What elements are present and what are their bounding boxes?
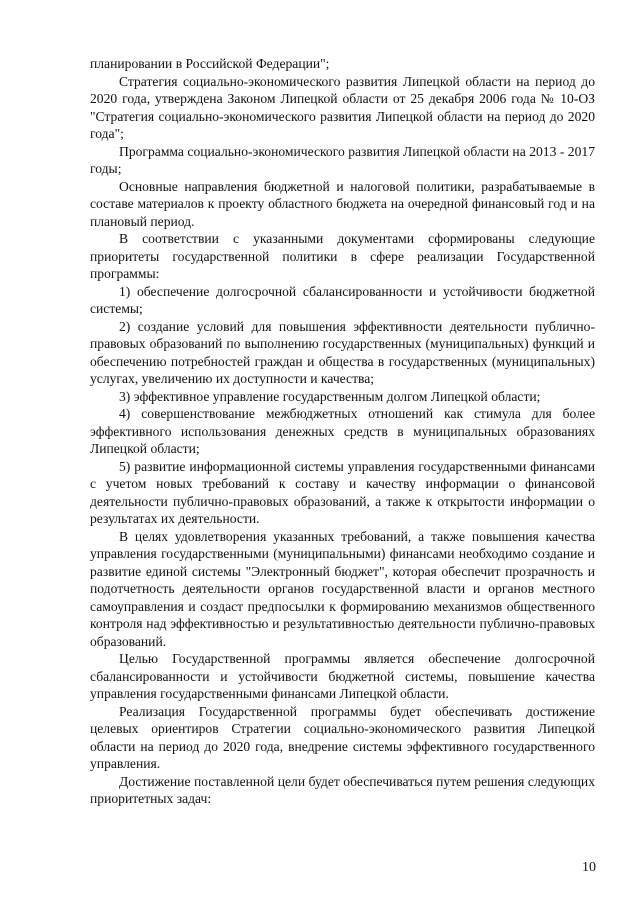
list-item: 3) эффективное управление государственным долгом Липецкой области;: [119, 388, 541, 404]
paragraph: Реализация Государственной программы будет обеспечивать достижение целевых ориентиров Стратегии социально-экономического развития Липецкой области на период до 2020 года, внедрение системы эффективного государственного управления.: [90, 703, 595, 771]
paragraph: Стратегия социально-экономического развития Липецкой области на период до 2020 года, утверждена Законом Липецкой области от 25 декабря 2006 года № 10-ОЗ "Стратегия социально-экономического развития Липецкой области на период до 2020 года";: [90, 73, 595, 141]
paragraph: планировании в Российской Федерации";: [90, 56, 330, 71]
list-item: 1) обеспечение долгосрочной сбалансированности и устойчивости бюджетной системы;: [90, 283, 595, 316]
paragraph: Целью Государственной программы является обеспечение долгосрочной сбалансированности и устойчивости бюджетной системы, повышение качества управления государственными финансами Липецкой области.: [90, 651, 595, 701]
paragraph: Программа социально-экономического развития Липецкой области на 2013 - 2017 годы;: [90, 143, 595, 176]
paragraph: В целях удовлетворения указанных требований, а также повышения качества управления государственными (муниципальными) финансами необходимо создание и развитие единой системы "Электронный бюджет", которая обеспечит прозрачность и подотчетность деятельности органов государственной власти и органов местного самоуправления и создаст предпосылки к формированию механизмов общественного контроля над эффективностью и результативностью деятельности публично-правовых образований.: [90, 528, 595, 649]
list-item: 2) создание условий для повышения эффективности деятельности публично-правовых образований по выполнению государственных (муниципальных) функций и обеспечению потребностей граждан и общества в государственных (муниципальных) услугах, увеличению их доступности и качества;: [90, 318, 595, 386]
paragraph: В соответствии с указанными документами сформированы следующие приоритеты государственной политики в сфере реализации Государственной программы:: [90, 231, 595, 281]
list-item: 5) развитие информационной системы управления государственными финансами с учетом новых требований к составу и качеству информации о финансовой деятельности публично-правовых образований, а также к открытости информации о результатах их деятельности.: [90, 458, 595, 526]
page-number: 10: [582, 860, 596, 875]
list-item: 4) совершенствование межбюджетных отношений как стимула для более эффективного использования денежных средств в муниципальных образованиях Липецкой области;: [90, 406, 595, 456]
paragraph: Основные направления бюджетной и налоговой политики, разрабатываемые в составе материалов к проекту областного бюджета на очередной финансовый год и на плановый период.: [90, 178, 595, 229]
document-body: [90, 55, 595, 808]
paragraph: Достижение поставленной цели будет обеспечиваться путем решения следующих приоритетных задач:: [90, 773, 595, 806]
